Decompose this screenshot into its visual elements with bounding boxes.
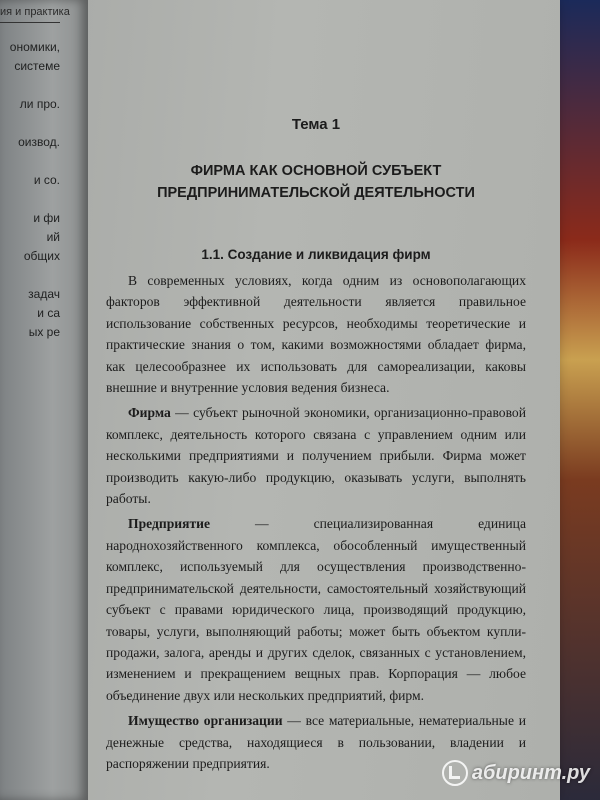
left-page-header: ия и практика <box>0 6 70 18</box>
section-title: 1.1. Создание и ликвидация фирм <box>201 247 431 262</box>
paragraph-2 <box>106 402 526 509</box>
watermark-text: абиринт.ру <box>471 761 590 784</box>
term-enterprise: Предприятие <box>128 516 210 532</box>
paragraph-3 <box>106 513 526 706</box>
topic-heading: Тема 1 <box>291 116 341 133</box>
left-page-line: ли про. <box>19 97 60 111</box>
watermark <box>442 760 590 786</box>
chapter-title-line-2: ПРЕДПРИНИМАТЕЛЬСКОЙ ДЕЯТЕЛЬНОСТИ <box>157 185 475 201</box>
term-property: Имущество организации <box>128 713 283 729</box>
left-page-line: и фи <box>33 211 60 225</box>
left-page-line: общих <box>23 249 60 263</box>
left-page-line: ономики, <box>9 40 60 54</box>
chapter-title <box>106 160 526 204</box>
left-page-rule <box>0 22 60 23</box>
body-text <box>106 270 526 778</box>
book-page <box>60 0 560 800</box>
left-page-line: ых ре <box>28 325 60 339</box>
left-page-line: ий <box>46 230 60 244</box>
term-firm: Фирма <box>128 405 171 421</box>
labirint-logo-icon <box>442 760 468 786</box>
paragraph-4-text: — все материальные, нематериальные и денежные средства, находящиеся в пользовании, владении и распоряжении предприятия. <box>106 713 526 771</box>
left-page-line: и са <box>37 306 60 320</box>
left-facing-page <box>0 0 88 800</box>
paragraph-3-text: — специализированная единица народнохозяйственного комплекса, обособленный имущественный комплекс, используемый для осуществления производственно-предпринимательской деятельности, самостоятельный хозяйствующий субъект с правами юридического лица, производящий продукцию, товары, услуги, выполняющий работы; может быть объектом купли-продажи, залога, аренды и других сделок, связанных с установлением, изменением и прекращением вещных прав. Корпорация — любое объединение двух или нескольких предприятий, фирм. <box>106 516 526 703</box>
left-page-line: задач <box>28 287 60 301</box>
paragraph-2-text: — субъект рыночной экономики, организационно-правовой комплекс, деятельность которого связана с управлением одним или несколькими предприятиями и получением прибыли. Фирма может производить какую-либо продукцию, оказывать услуги, выполнять работы. <box>106 405 526 507</box>
decorative-fabric <box>558 0 600 800</box>
left-page-line: системе <box>14 59 60 73</box>
chapter-title-line-1: ФИРМА КАК ОСНОВНОЙ СУБЪЕКТ <box>190 163 442 179</box>
paragraph-1: В современных условиях, когда одним из основополагающих факторов эффективной деятельности является правильное использование собственных ресурсов, необходимы теоретические и практические знания о том, какими возможностями обладает фирма, как целесообразнее их использовать для самореализации, каковы внешние и внутренние условия ведения бизнеса. <box>106 273 526 396</box>
left-page-line: оизвод. <box>18 135 60 149</box>
left-page-line: и со. <box>33 173 60 187</box>
